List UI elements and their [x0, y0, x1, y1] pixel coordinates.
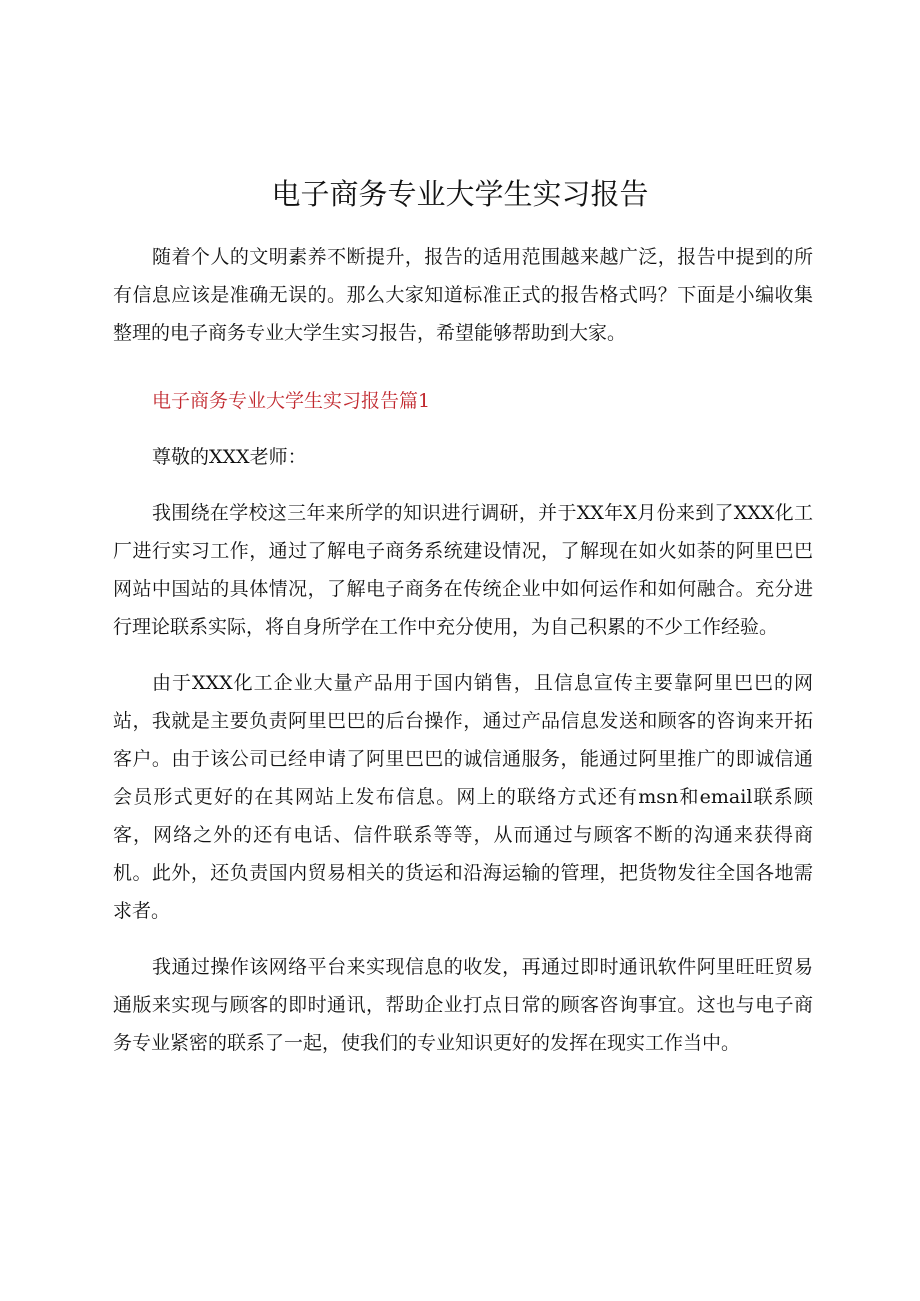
document-body [113, 238, 813, 1062]
section-heading: 电子商务专业大学生实习报告篇1 [152, 390, 431, 412]
document-title: 电子商务专业大学生实习报告 [271, 177, 649, 211]
body-paragraph-1: 我围绕在学校这三年来所学的知识进行调研，并于XX年X月份来到了XXX化工厂进行实习工作，通过了解电子商务系统建设情况，了解现在如火如荼的阿里巴巴网站中国站的具体情况，了解电子商务在传统企业中如何运作和如何融合。充分进行理论联系实际，将自身所学在工作中充分使用，为自己积累的不少工作经验。 [113, 502, 813, 638]
body-paragraph-3: 我通过操作该网络平台来实现信息的收发，再通过即时通讯软件阿里旺旺贸易通版来实现与顾客的即时通讯，帮助企业打点日常的顾客咨询事宜。这也与电子商务专业紧密的联系了一起，使我们的专业知识更好的发挥在现实工作当中。 [113, 956, 813, 1054]
salutation: 尊敬的XXX老师： [152, 446, 307, 468]
body-paragraph-2: 由于XXX化工企业大量产品用于国内销售，且信息宣传主要靠阿里巴巴的网站，我就是主要负责阿里巴巴的后台操作，通过产品信息发送和顾客的咨询来开拓客户。由于该公司已经申请了阿里巴巴的诚信通服务，能通过阿里推广的即诚信通会员形式更好的在其网站上发布信息。网上的联络方式还有msn和email联系顾客，网络之外的还有电话、信件联系等等，从而通过与顾客不断的沟通来获得商机。此外，还负责国内贸易相关的货运和沿海运输的管理，把货物发往全国各地需求者。 [113, 672, 813, 922]
intro-paragraph: 随着个人的文明素养不断提升，报告的适用范围越来越广泛，报告中提到的所有信息应该是准确无误的。那么大家知道标准正式的报告格式吗？下面是小编收集整理的电子商务专业大学生实习报告，希望能够帮助到大家。 [113, 246, 813, 344]
